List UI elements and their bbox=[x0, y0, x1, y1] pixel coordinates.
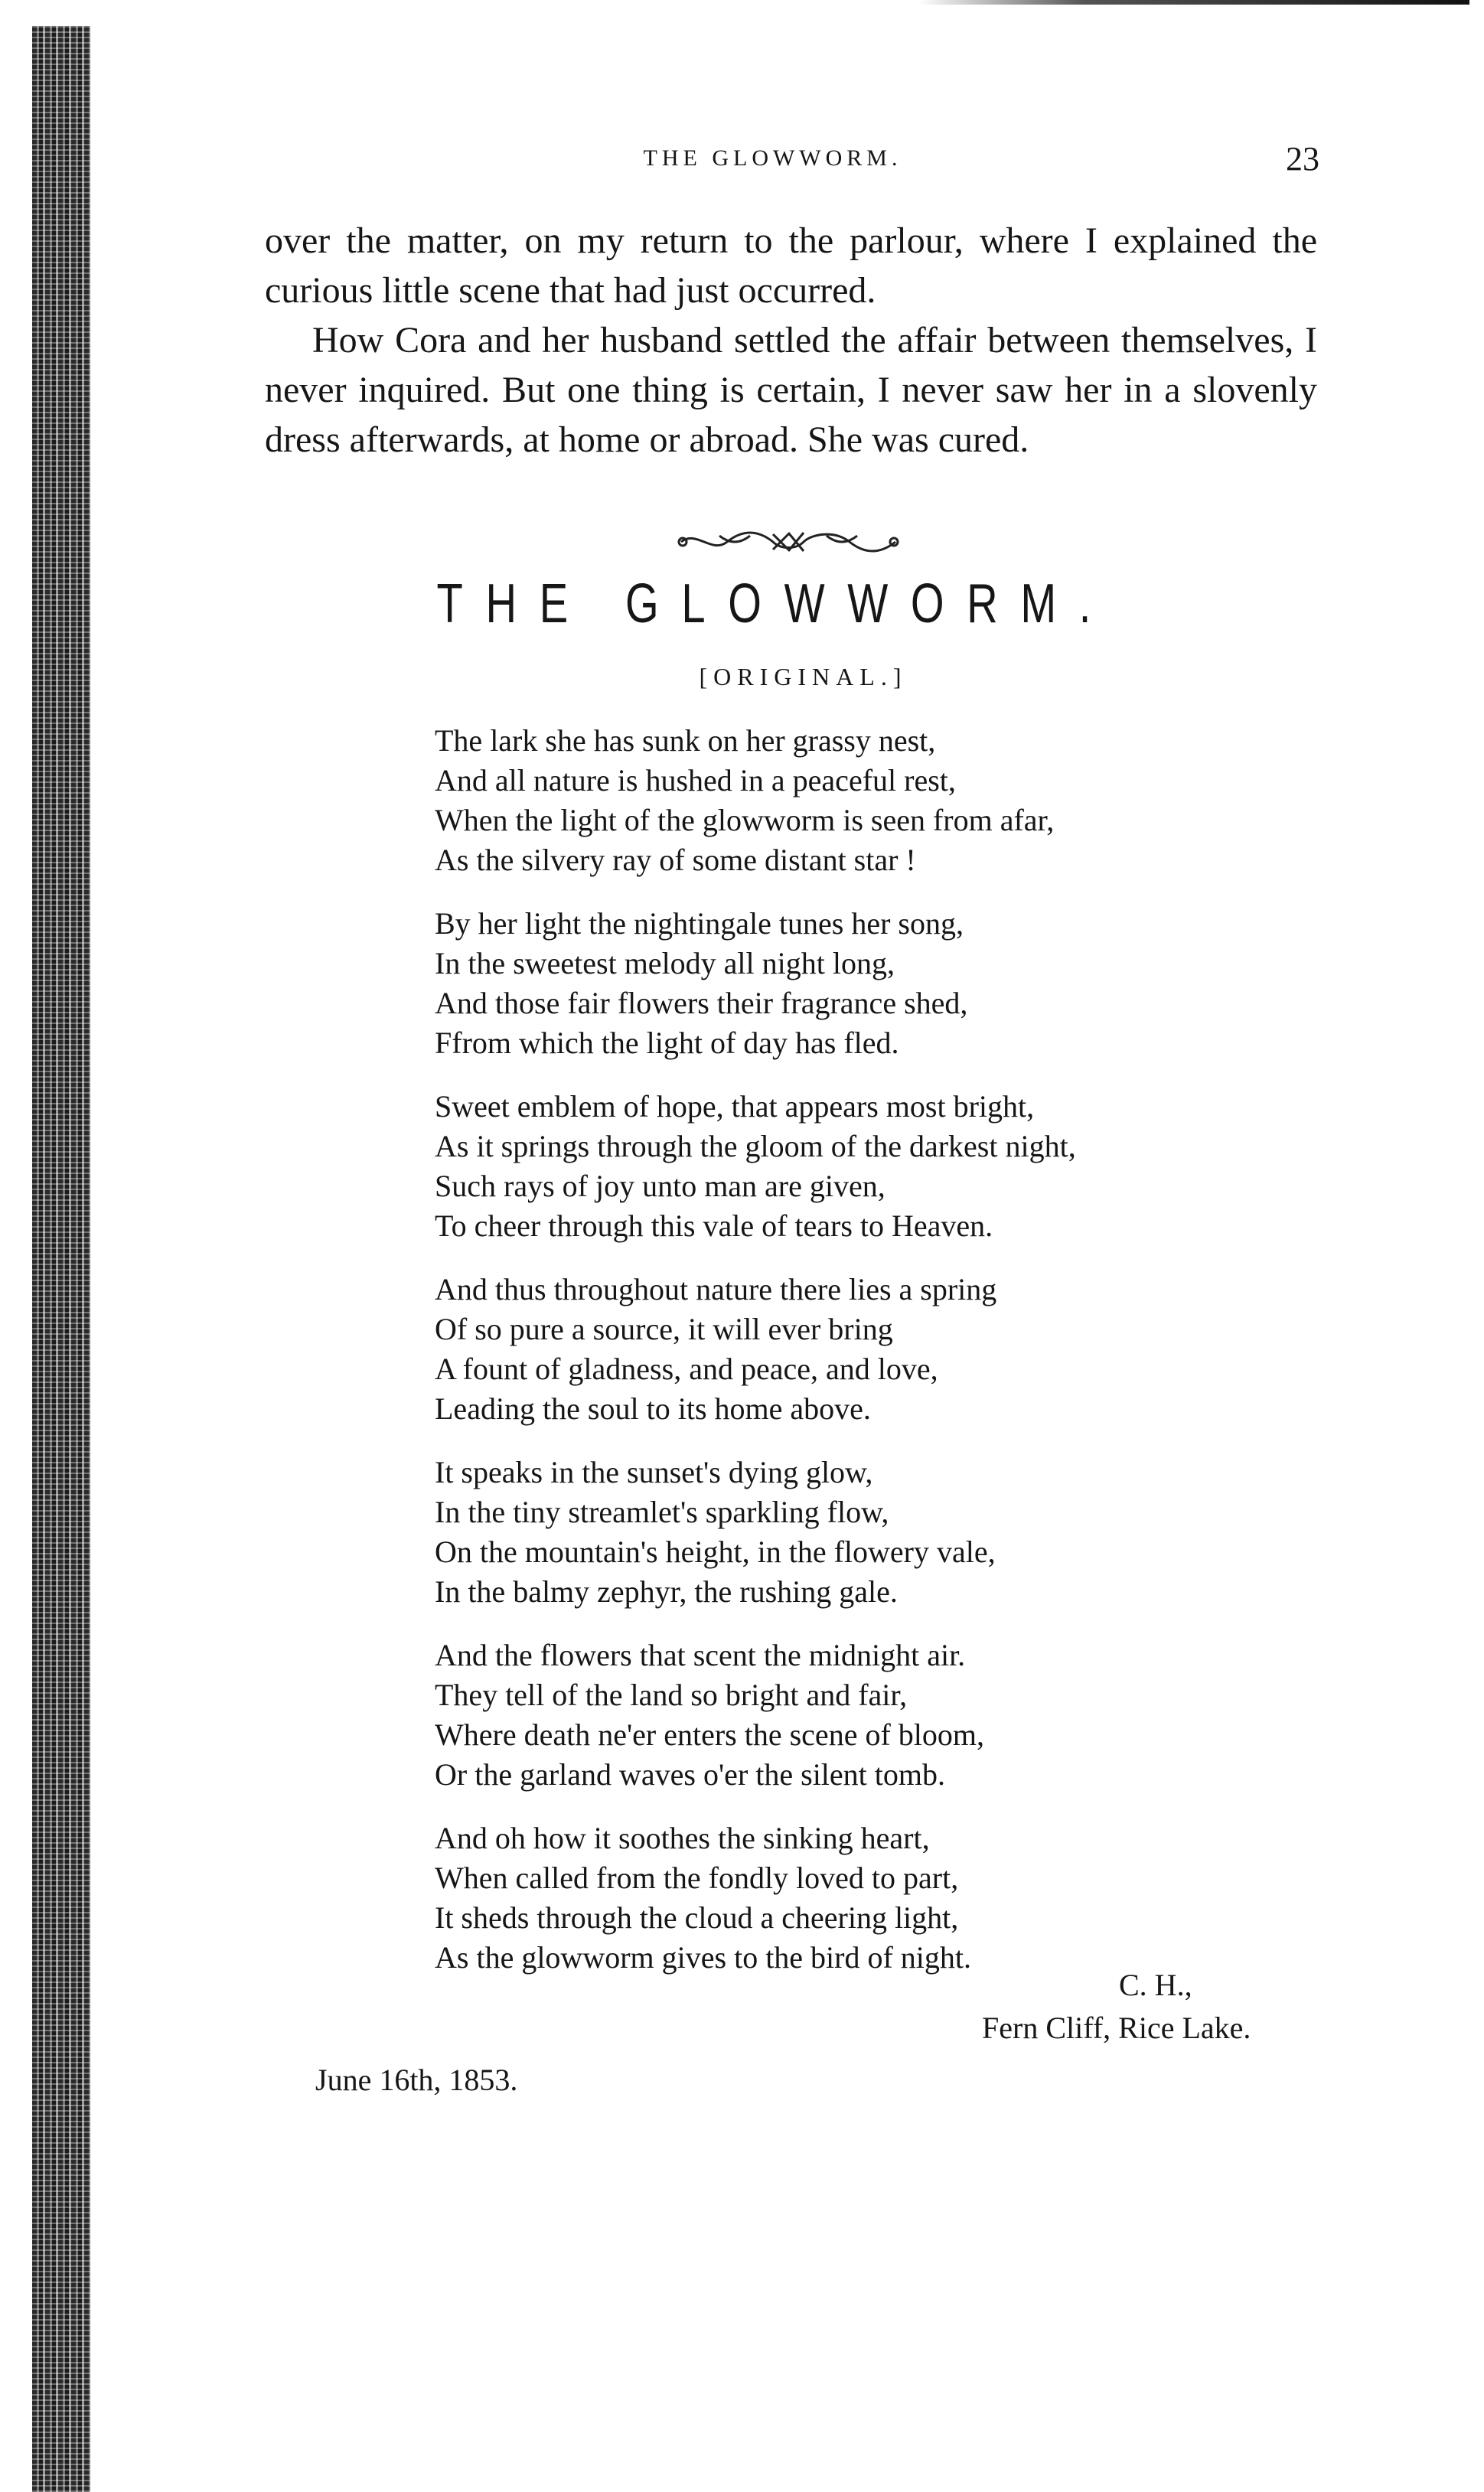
poem-line: In the balmy zephyr, the rushing gale. bbox=[435, 1574, 898, 1609]
poem-line: And the flowers that scent the midnight air. bbox=[435, 1638, 966, 1672]
poem-line: And those fair flowers their fragrance shed, bbox=[435, 986, 968, 1020]
signature-initials: C. H., bbox=[1119, 1968, 1192, 2002]
poem-line: Or the garland waves o'er the silent tomb. bbox=[435, 1757, 946, 1792]
running-head: THE GLOWWORM. bbox=[643, 145, 902, 171]
poem-line: The lark she has sunk on her grassy nest, bbox=[435, 723, 936, 758]
poem-line: As it springs through the gloom of the darkest night, bbox=[435, 1129, 1076, 1163]
stanza-2 bbox=[435, 904, 1076, 1063]
poem-line: When the light of the glowworm is seen from afar, bbox=[435, 803, 1055, 837]
stanza-3 bbox=[435, 1087, 1076, 1246]
prose-paragraph-1: over the matter, on my return to the parlour, where I explained the curious little scene that had just occurred. bbox=[265, 220, 1317, 311]
poem-line: Such rays of joy unto man are given, bbox=[435, 1169, 886, 1203]
page-number: 23 bbox=[1286, 140, 1319, 178]
signature-place: Fern Cliff, Rice Lake. bbox=[982, 2011, 1251, 2045]
poem-body bbox=[435, 721, 1076, 2001]
poem-line: And thus throughout nature there lies a spring bbox=[435, 1272, 997, 1306]
poem-line: They tell of the land so bright and fair, bbox=[435, 1678, 908, 1712]
poem-line: In the sweetest melody all night long, bbox=[435, 946, 895, 980]
poem-line: On the mountain's height, in the flowery vale, bbox=[435, 1535, 996, 1569]
stanza-4 bbox=[435, 1270, 1076, 1429]
poem-line: Sweet emblem of hope, that appears most bright, bbox=[435, 1089, 1035, 1124]
poem-line: A fount of gladness, and peace, and love, bbox=[435, 1352, 938, 1386]
poem-line: In the tiny streamlet's sparkling flow, bbox=[435, 1495, 889, 1529]
stanza-6 bbox=[435, 1636, 1076, 1795]
page-binding-edge bbox=[32, 26, 90, 2492]
poem-line: It speaks in the sunset's dying glow, bbox=[435, 1455, 873, 1489]
top-edge-rule bbox=[918, 0, 1469, 5]
poem-line: And oh how it soothes the sinking heart, bbox=[435, 1821, 930, 1855]
poem-line: By her light the nightingale tunes her song, bbox=[435, 906, 964, 941]
poem-line: And all nature is hushed in a peaceful rest, bbox=[435, 763, 956, 798]
poem-line: To cheer through this vale of tears to Heaven. bbox=[435, 1208, 993, 1243]
poem-date: June 16th, 1853. bbox=[315, 2063, 518, 2097]
poem-title: THE GLOWWORM. bbox=[436, 573, 1114, 634]
poem-subtitle: [ORIGINAL.] bbox=[699, 663, 908, 690]
poem-line: Where death ne'er enters the scene of bloom, bbox=[435, 1717, 984, 1752]
poem-line: As the silvery ray of some distant star ! bbox=[435, 843, 916, 877]
stanza-5 bbox=[435, 1453, 1076, 1612]
prose-paragraph-2: How Cora and her husband settled the affair between themselves, I never inquired. But one thing is certain, I never saw her in a slovenly dress afterwards, at home or abroad. She was cured. bbox=[265, 320, 1317, 460]
poem-line: Ffrom which the light of day has fled. bbox=[435, 1026, 899, 1060]
poem-line: Leading the soul to its home above. bbox=[435, 1391, 871, 1426]
prose-block bbox=[265, 216, 1317, 465]
poem-line: Of so pure a source, it will ever bring bbox=[435, 1312, 893, 1346]
stanza-1 bbox=[435, 721, 1076, 880]
ornament-divider bbox=[674, 527, 903, 557]
poem-line: When called from the fondly loved to part, bbox=[435, 1861, 959, 1895]
stanza-7 bbox=[435, 1818, 1076, 1978]
poem-line: As the glowworm gives to the bird of night. bbox=[435, 1940, 972, 1975]
poem-line: It sheds through the cloud a cheering light, bbox=[435, 1900, 959, 1935]
